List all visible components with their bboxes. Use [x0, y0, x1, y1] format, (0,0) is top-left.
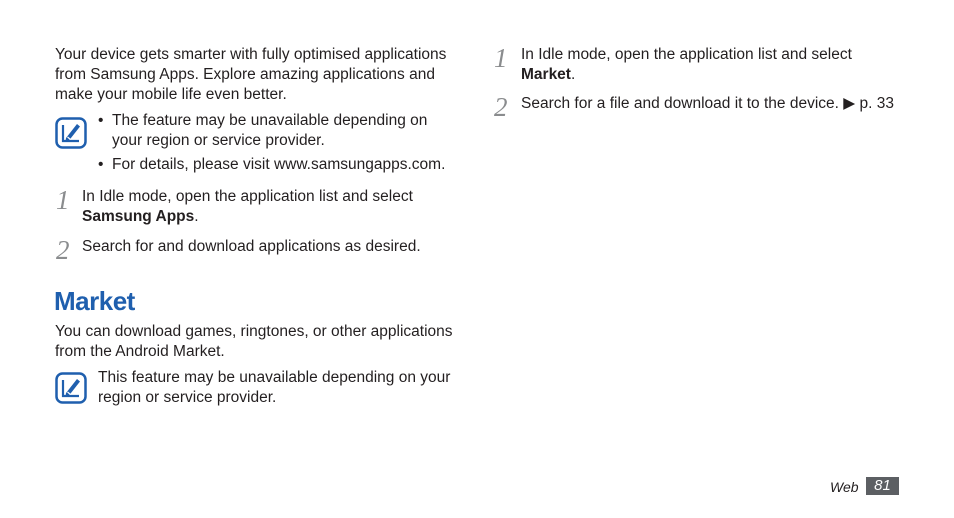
- market-step-number-1: 1: [494, 43, 508, 73]
- footer-section-label: Web: [830, 479, 859, 495]
- apps-note-bullet-website: • For details, please visit www.samsungapps.com.: [98, 155, 458, 175]
- step-1-text-before: In Idle mode, open the application list and select: [82, 188, 413, 205]
- step-2-text: Search for and download applications as desired.: [82, 238, 421, 255]
- market-step-2-text: Search for a file and download it to the device. ▶ p. 33: [521, 95, 894, 112]
- step-number-1: 1: [56, 185, 70, 215]
- step-number-2: 2: [56, 235, 70, 265]
- note-pencil-icon: [55, 117, 87, 149]
- market-intro-paragraph: You can download games, ringtones, or other applications from the Android Market.: [55, 323, 453, 360]
- step-1-text: [82, 187, 472, 227]
- page-number-badge: 81: [866, 477, 899, 495]
- market-note-text: This feature may be unavailable depending on your region or service provider.: [98, 369, 451, 406]
- market-step-1-bold-term: Market: [521, 66, 571, 83]
- market-step-number-2: 2: [494, 92, 508, 122]
- step-1-text-after: .: [194, 208, 199, 225]
- market-heading: Market: [54, 286, 135, 316]
- apps-note-bullet-region: • The feature may be unavailable depending on your region or service provider.: [98, 111, 458, 151]
- apps-intro-paragraph: Your device gets smarter with fully optimised applications from Samsung Apps. Explore amazing applications and make your mobile life even better.: [55, 46, 447, 103]
- note-pencil-icon: [55, 372, 87, 404]
- step-1-bold-term: Samsung Apps: [82, 208, 195, 225]
- market-step-1-text-after: .: [570, 66, 576, 83]
- market-step-1-text-before: In Idle mode, open the application list and select: [521, 46, 852, 63]
- apps-note-bullets: [98, 111, 458, 179]
- market-step-1-text: [521, 45, 881, 85]
